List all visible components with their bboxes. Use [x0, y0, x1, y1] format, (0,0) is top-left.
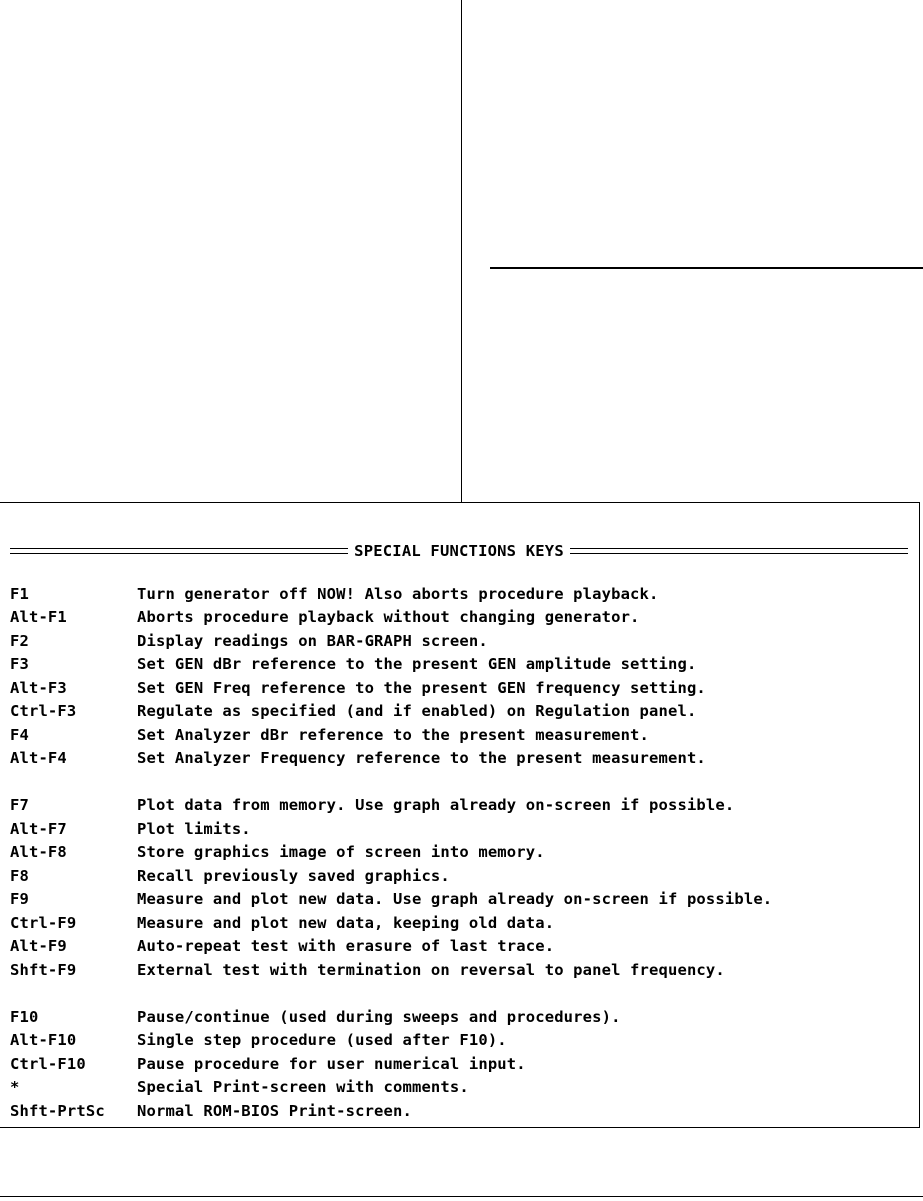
- key-name: Alt-F3: [10, 678, 67, 697]
- vertical-divider: [461, 0, 462, 502]
- key-description: Set Analyzer Frequency reference to the present measurement.: [137, 749, 706, 768]
- key-row: [10, 1005, 915, 1029]
- key-name: F4: [10, 725, 29, 744]
- key-description: Pause procedure for user numerical input.: [137, 1054, 526, 1073]
- key-row: [10, 911, 915, 935]
- key-name: Ctrl-F3: [10, 702, 77, 721]
- key-description: External test with termination on reversal to panel frequency.: [137, 960, 725, 979]
- key-name: F7: [10, 796, 29, 815]
- key-name: Ctrl-F10: [10, 1054, 86, 1073]
- key-name: Shft-F9: [10, 960, 77, 979]
- key-description: Set GEN dBr reference to the present GEN amplitude setting.: [137, 655, 697, 674]
- group-spacer: [10, 982, 915, 1006]
- key-name: *: [10, 1078, 20, 1097]
- title-rule-right: [570, 548, 908, 554]
- key-name: F8: [10, 866, 29, 885]
- key-description: Plot data from memory. Use graph already on-screen if possible.: [137, 796, 735, 815]
- special-functions-panel: [0, 502, 920, 1128]
- key-description: Special Print-screen with comments.: [137, 1078, 469, 1097]
- key-row: [10, 794, 915, 818]
- key-row: [10, 1099, 915, 1123]
- bottom-divider: [0, 1196, 923, 1197]
- key-description: Single step procedure (used after F10).: [137, 1031, 507, 1050]
- key-row: [10, 653, 915, 677]
- key-list: [10, 582, 915, 1123]
- key-row: [10, 1052, 915, 1076]
- key-row: [10, 864, 915, 888]
- key-row: [10, 958, 915, 982]
- key-description: Normal ROM-BIOS Print-screen.: [137, 1101, 412, 1120]
- key-name: F10: [10, 1007, 39, 1026]
- key-description: Regulate as specified (and if enabled) on Regulation panel.: [137, 702, 697, 721]
- panel-title: SPECIAL FUNCTIONS KEYS: [354, 542, 564, 560]
- key-description: Store graphics image of screen into memory.: [137, 843, 545, 862]
- key-name: Alt-F8: [10, 843, 67, 862]
- key-name: Ctrl-F9: [10, 913, 77, 932]
- key-name: F1: [10, 584, 29, 603]
- key-description: Measure and plot new data, keeping old data.: [137, 913, 555, 932]
- title-rule-left: [10, 548, 348, 554]
- key-row: [10, 1029, 915, 1053]
- key-row: [10, 747, 915, 771]
- key-name: Alt-F10: [10, 1031, 77, 1050]
- key-row: [10, 817, 915, 841]
- key-name: Alt-F7: [10, 819, 67, 838]
- key-description: Display readings on BAR-GRAPH screen.: [137, 631, 488, 650]
- key-description: Measure and plot new data. Use graph already on-screen if possible.: [137, 890, 773, 909]
- key-name: Shft-PrtSc: [10, 1101, 105, 1120]
- key-row: [10, 676, 915, 700]
- key-name: Alt-F9: [10, 937, 67, 956]
- key-description: Set GEN Freq reference to the present GEN frequency setting.: [137, 678, 706, 697]
- key-name: Alt-F4: [10, 749, 67, 768]
- key-row: [10, 723, 915, 747]
- key-name: F3: [10, 655, 29, 674]
- key-name: F2: [10, 631, 29, 650]
- key-row: [10, 888, 915, 912]
- group-spacer: [10, 770, 915, 794]
- key-description: Pause/continue (used during sweeps and procedures).: [137, 1007, 621, 1026]
- key-description: Aborts procedure playback without changing generator.: [137, 608, 640, 627]
- key-description: Set Analyzer dBr reference to the present measurement.: [137, 725, 650, 744]
- key-description: Turn generator off NOW! Also aborts procedure playback.: [137, 584, 659, 603]
- key-description: Recall previously saved graphics.: [137, 866, 450, 885]
- key-row: [10, 1076, 915, 1100]
- horizontal-divider: [490, 267, 923, 269]
- key-description: Auto-repeat test with erasure of last trace.: [137, 937, 555, 956]
- key-row: [10, 700, 915, 724]
- key-name: F9: [10, 890, 29, 909]
- key-description: Plot limits.: [137, 819, 251, 838]
- key-row: [10, 606, 915, 630]
- key-row: [10, 629, 915, 653]
- panel-title-row: [10, 539, 908, 563]
- key-row: [10, 935, 915, 959]
- key-row: [10, 841, 915, 865]
- key-name: Alt-F1: [10, 608, 67, 627]
- key-row: [10, 582, 915, 606]
